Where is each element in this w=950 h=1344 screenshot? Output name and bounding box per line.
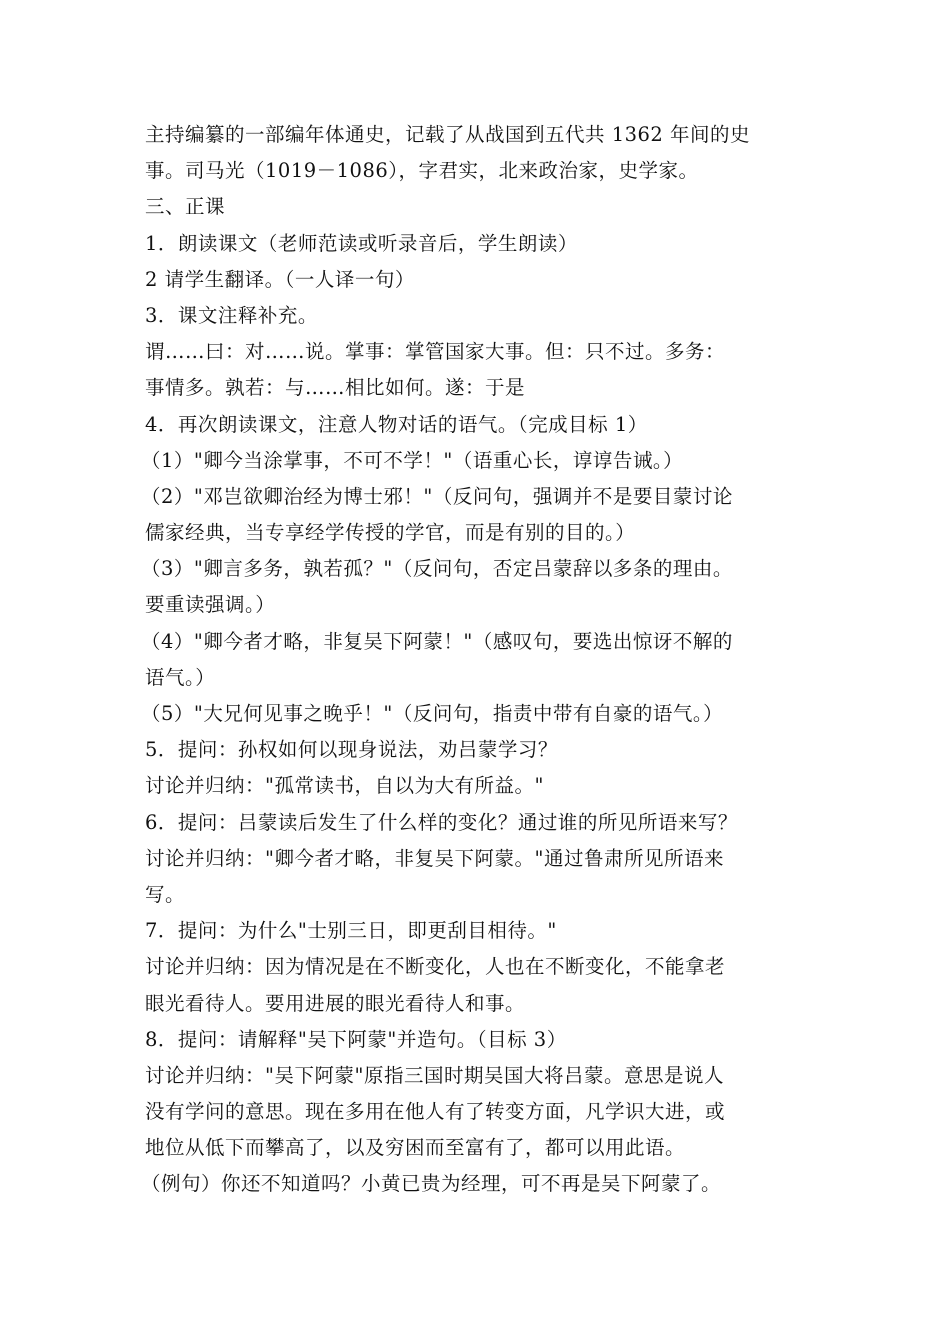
text-line: 2 请学生翻译。（一人译一句） [145, 267, 415, 291]
text-line: 1．朗读课文（老师范读或听录音后，学生朗读） [145, 231, 578, 255]
text-line: 讨论并归纳："吴下阿蒙"原指三国时期吴国大将吕蒙。意思是说人 [145, 1063, 724, 1087]
text-line: （2）"邓岂欲卿治经为博士邪！"（反问句，强调并不是要目蒙讨论 [141, 484, 733, 508]
text-line: 地位从低下而攀高了，以及穷困而至富有了，都可以用此语。 [145, 1136, 686, 1160]
text-line: 要重读强调。） [145, 593, 276, 617]
document-body [141, 117, 815, 1203]
text-line: 7．提问：为什么"士别三日，即更刮目相待。" [145, 919, 557, 943]
text-line: 写。 [145, 882, 186, 906]
text-line: 6．提问：吕蒙读后发生了什么样的变化？通过谁的所见所语来写？ [145, 810, 738, 834]
text-line: 讨论并归纳："孤常读书，自以为大有所益。" [145, 774, 544, 798]
text-line: 事。司马光（1019－1086），字君实，北来政治家，史学家。 [145, 159, 699, 183]
text-line: 8．提问：请解释"吴下阿蒙"并造句。（目标 3） [145, 1027, 567, 1051]
text-line: 讨论并归纳：因为情况是在不断变化，人也在不断变化，不能拿老 [145, 955, 726, 979]
text-line: （4）"卿今者才略，非复吴下阿蒙！"（感叹句，要选出惊讶不解的 [141, 629, 733, 653]
text-line: 4．再次朗读课文，注意人物对话的语气。（完成目标 1） [145, 412, 648, 436]
text-line: 5．提问：孙权如何以现身说法，劝吕蒙学习？ [145, 738, 558, 762]
section-heading: 三、正课 [145, 195, 226, 219]
text-line: 没有学问的意思。现在多用在他人有了转变方面，凡学识大进，或 [145, 1100, 726, 1124]
text-line: 事情多。孰若：与……相比如何。遂：于是 [145, 376, 526, 400]
text-line: 眼光看待人。要用进展的眼光看待人和事。 [145, 991, 526, 1015]
text-line: （例句）你还不知道吗？小黄已贵为经理，可不再是吴下阿蒙了。 [141, 1172, 722, 1196]
text-line: 儒家经典，当专享经学传授的学官，而是有别的目的。） [145, 521, 636, 545]
text-line: 主持编纂的一部编年体通史，记载了从战国到五代共 1362 年间的史 [145, 123, 751, 146]
text-line: 3．课文注释补充。 [145, 303, 318, 327]
text-line: （1）"卿今当涂掌事，不可不学！"（语重心长，谆谆告诫。） [141, 448, 684, 472]
text-line: （5）"大兄何见事之晚乎！"（反问句，指责中带有自豪的语气。） [141, 702, 724, 725]
text-line: 语气。） [145, 665, 216, 689]
text-line: 讨论并归纳："卿今者才略，非复吴下阿蒙。"通过鲁肃所见所语来 [145, 846, 724, 870]
text-line: 谓……曰：对……说。掌事：掌管国家大事。但：只不过。多务： [145, 340, 726, 364]
text-line: （3）"卿言多务，孰若孤？"（反问句，否定吕蒙辞以多条的理由。 [141, 557, 733, 581]
